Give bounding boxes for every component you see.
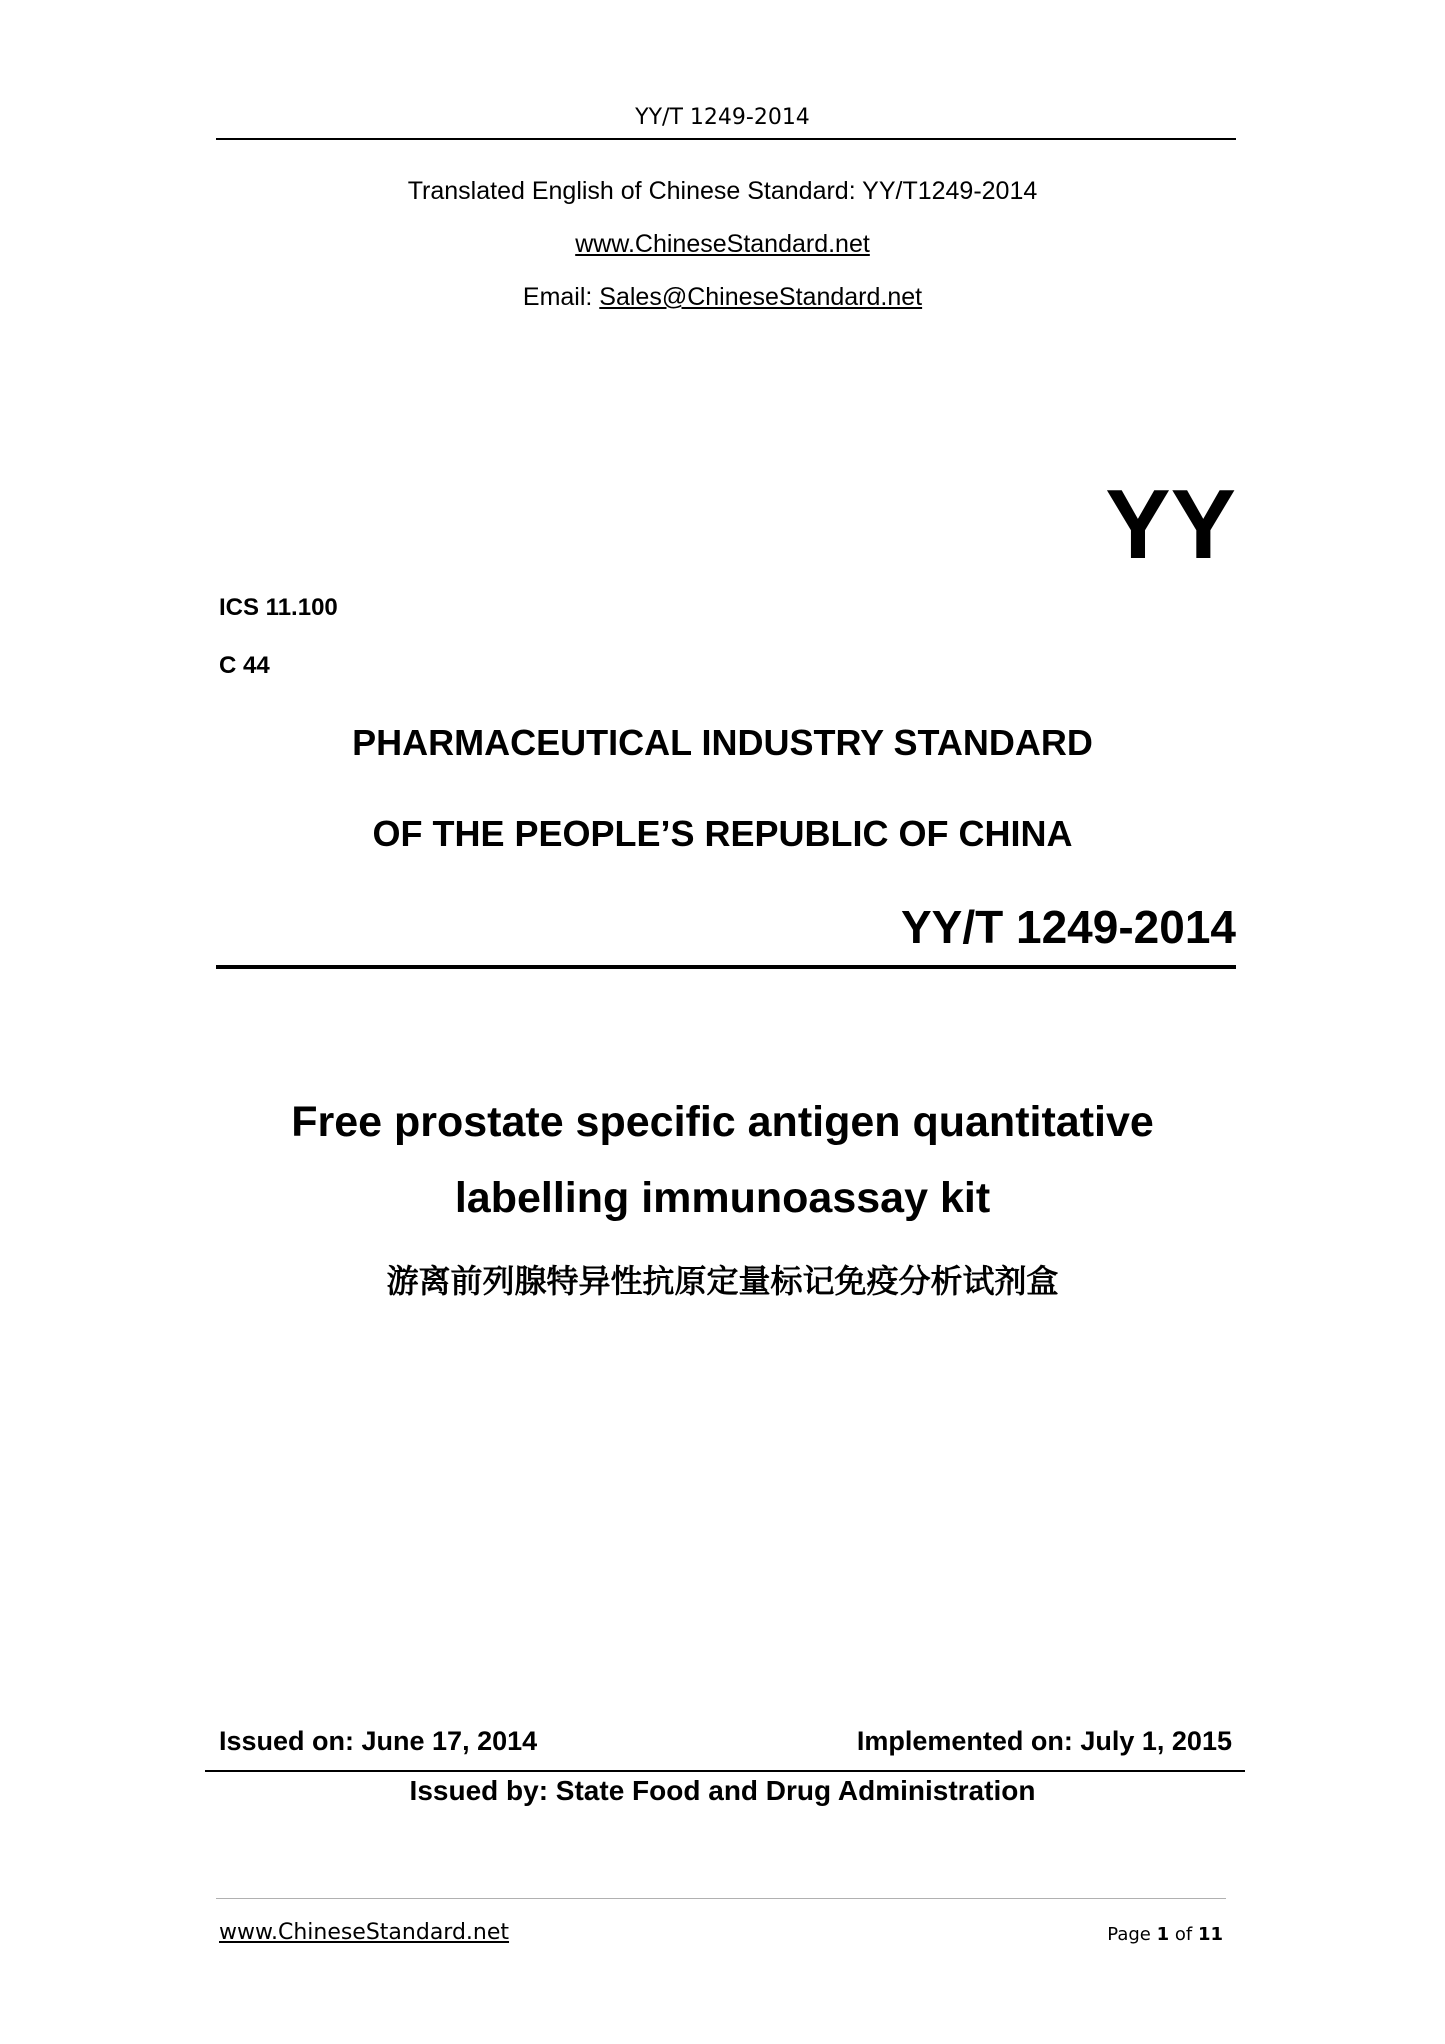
- heading-line-1: PHARMACEUTICAL INDUSTRY STANDARD: [352, 722, 1093, 763]
- issued-on-date: Issued on: June 17, 2014: [219, 1726, 538, 1756]
- website-link[interactable]: www.ChineseStandard.net: [575, 230, 870, 258]
- page-label: Page: [1107, 1924, 1157, 1945]
- page-indicator: [1107, 1924, 1223, 1945]
- page-total: 11: [1197, 1924, 1223, 1945]
- issued-by: Issued by: State Food and Drug Administration: [409, 1775, 1036, 1806]
- standard-number-divider: [216, 965, 1236, 969]
- email-label: Email:: [522, 283, 600, 311]
- running-header: YY/T 1249-2014: [635, 105, 810, 130]
- standard-number: YY/T 1249-2014: [900, 901, 1236, 953]
- page-current: 1: [1156, 1924, 1170, 1945]
- dates-divider: [205, 1770, 1245, 1772]
- translated-line: Translated English of Chinese Standard: YY/T1249-2014: [407, 177, 1038, 205]
- footer-website-link[interactable]: www.ChineseStandard.net: [219, 1920, 510, 1945]
- email-link[interactable]: Sales@ChineseStandard.net: [599, 283, 923, 311]
- page-of: of: [1169, 1924, 1198, 1945]
- title-en-line-2: labelling immunoassay kit: [454, 1174, 991, 1222]
- ccs-code: C 44: [219, 652, 270, 679]
- website-line: [0, 230, 1445, 259]
- ics-code: ICS 11.100: [219, 594, 338, 621]
- email-line: [0, 283, 1445, 312]
- header-divider: [216, 138, 1236, 140]
- title-cn: 游离前列腺特异性抗原定量标记免疫分析试剂盒: [386, 1262, 1059, 1300]
- implemented-on-date: Implemented on: July 1, 2015: [856, 1726, 1232, 1756]
- heading-line-2: OF THE PEOPLE’S REPUBLIC OF CHINA: [372, 813, 1073, 854]
- footer-divider: [216, 1898, 1226, 1899]
- title-en-line-1: Free prostate specific antigen quantitative: [291, 1098, 1154, 1146]
- standard-mark: YY: [1105, 469, 1236, 579]
